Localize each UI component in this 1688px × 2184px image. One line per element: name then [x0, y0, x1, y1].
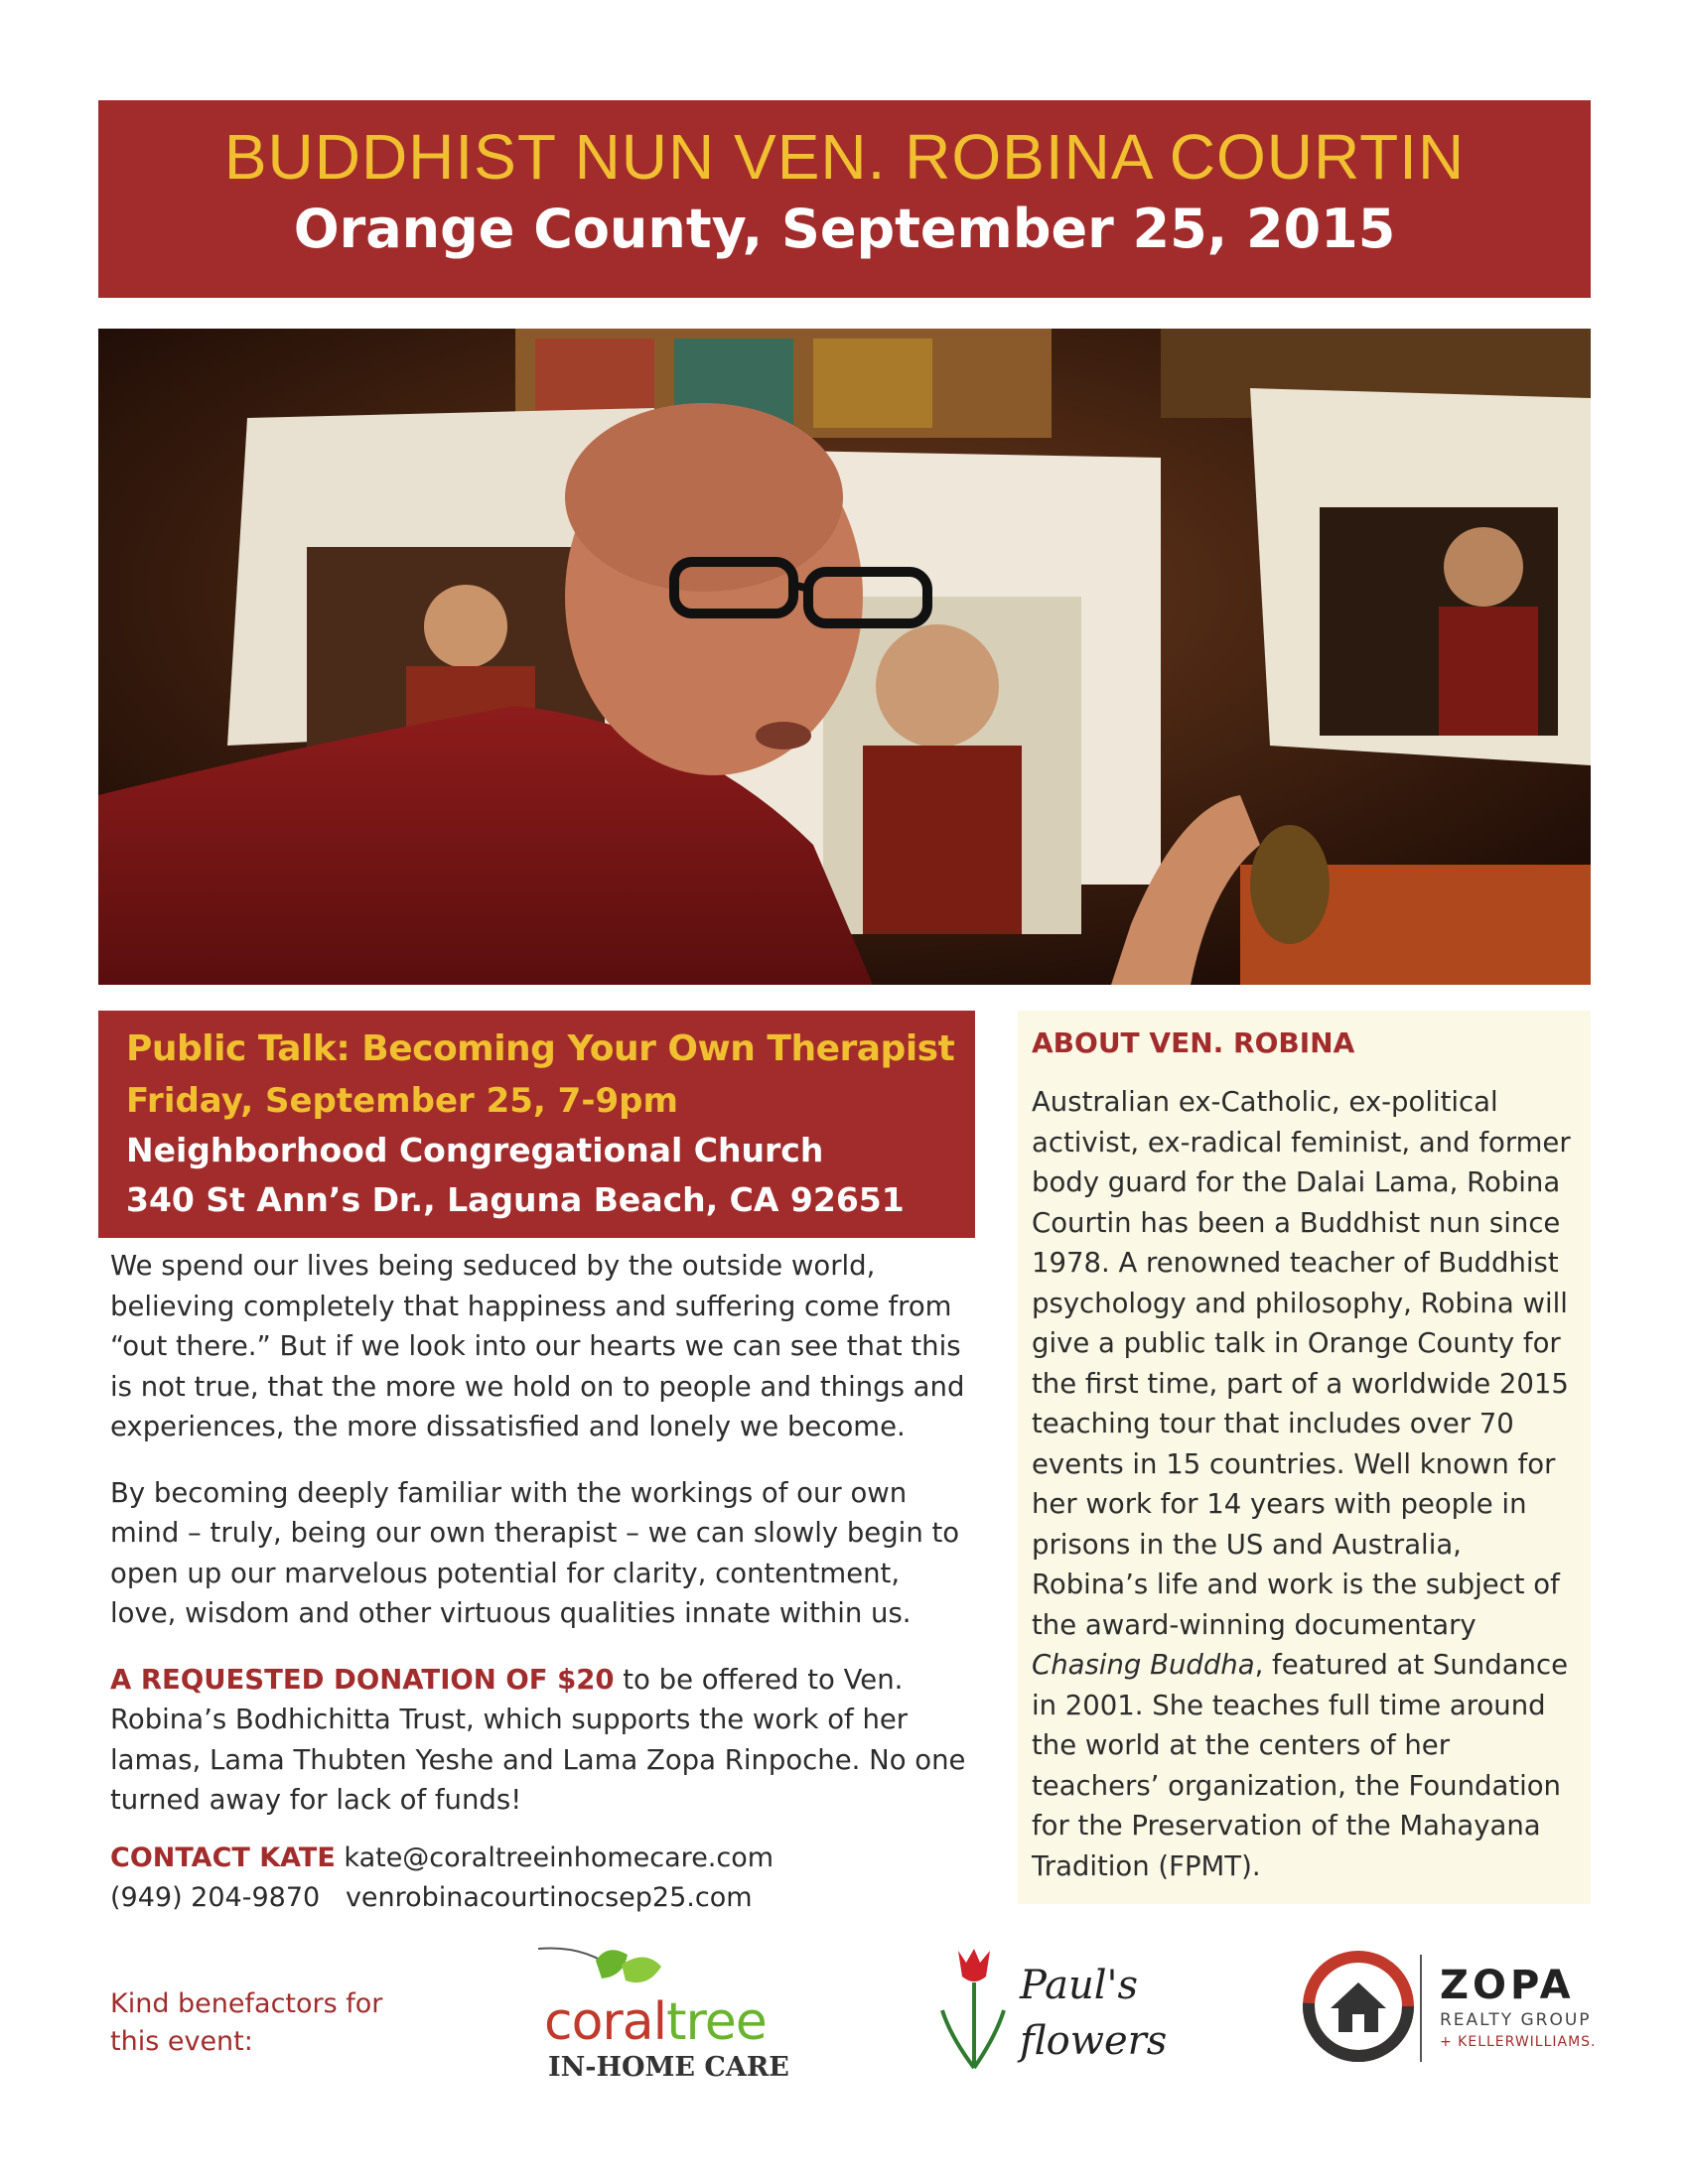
contact-phone[interactable]: (949) 204-9870 — [110, 1882, 321, 1913]
donation-label: A REQUESTED DONATION OF $20 — [110, 1663, 615, 1696]
about-section — [1018, 1011, 1591, 1904]
coraltree-leaf-icon — [536, 1941, 695, 2000]
talk-title: Public Talk: Becoming Your Own Therapist — [126, 1028, 955, 1069]
about-text-1: Australian ex-Catholic, ex-political activist, ex-radical feminist, and former body guard for the Dalai Lama, Robina Courtin has been a Buddhist nun since 1978. A renowned teacher of Buddhist psychology and philosophy, Robina will give a public talk in Orange County for the first time, part of a worldwide 2015 teaching tour that includes over 70 events in 15 countries. Well known for her work for 14 years with people in prisons in the US and Australia, Robina’s life and work is the subject of the award-winning documentary — [1032, 1086, 1571, 1641]
contact-website[interactable]: venrobinacourtinocsep25.com — [345, 1882, 753, 1913]
zopa-name: ZOPA — [1440, 1963, 1575, 2008]
house-icon — [1303, 1951, 1414, 2062]
coraltree-subtitle: IN-HOME CARE — [548, 2052, 789, 2083]
documentary-title: Chasing Buddha — [1032, 1649, 1255, 1681]
hero-photo — [98, 329, 1591, 985]
tulip-icon — [928, 1941, 1018, 2080]
description-paragraph-1: We spend our lives being seduced by the outside world, believing completely that happiness and suffering come from “out there.” But if we look into our hearts we can see that this is not true, that the more we hold on to people and things and experiences, the more dissatisfied and lonely we become. — [110, 1250, 965, 1442]
zopa-partner: + KELLERWILLIAMS. — [1440, 2034, 1597, 2050]
pauls-name: Paul's — [1020, 1963, 1139, 2008]
public-talk-box — [98, 1011, 975, 1238]
benefactors-label: Kind benefactors for this event: — [110, 1988, 383, 2057]
event-description — [110, 1246, 974, 1846]
contact-email[interactable]: kate@coraltreeinhomecare.com — [344, 1843, 774, 1873]
pauls-flowers-logo — [928, 1941, 1187, 2080]
event-title: BUDDHIST NUN VEN. ROBINA COURTIN — [223, 121, 1466, 193]
title-banner — [98, 100, 1591, 298]
about-text-2: , featured at Sundance in 2001. She teaches full time around the world at the centers of her teachers’ organization, the Foundation for the Preservation of the Mahayana Tradition (FPMT). — [1032, 1649, 1569, 1882]
talk-address: 340 St Ann’s Dr., Laguna Beach, CA 92651 — [126, 1180, 905, 1219]
about-body — [1032, 1082, 1577, 1886]
talk-venue: Neighborhood Congregational Church — [126, 1131, 824, 1169]
contact-label: CONTACT KATE — [110, 1843, 336, 1873]
coraltree-wordmark: coraltree — [544, 1992, 767, 2052]
about-heading: ABOUT VEN. ROBINA — [1032, 1026, 1355, 1059]
pauls-flowers-word: flowers — [1020, 2018, 1168, 2064]
donation-text: to be offered to Ven. Robina’s Bodhichitta Trust, which supports the work of her lamas, Lama Thubten Yeshe and Lama Zopa Rinpoche. No one turned away for lack of funds! — [110, 1663, 966, 1816]
coraltree-logo — [536, 1941, 794, 2083]
zopa-divider — [1420, 1955, 1422, 2062]
event-subtitle: Orange County, September 25, 2015 — [293, 198, 1396, 261]
donation-paragraph — [110, 1660, 974, 1821]
zopa-subtitle: REALTY GROUP — [1440, 2010, 1592, 2030]
contact-info — [110, 1839, 984, 1918]
talk-date: Friday, September 25, 7-9pm — [126, 1081, 678, 1121]
zopa-realty-logo — [1303, 1951, 1597, 2070]
description-paragraph-2: By becoming deeply familiar with the workings of our own mind – truly, being our own therapist – we can slowly begin to open up our marvelous potential for clarity, contentment, love, wisdom and other virtuous qualities innate within us. — [110, 1476, 960, 1629]
